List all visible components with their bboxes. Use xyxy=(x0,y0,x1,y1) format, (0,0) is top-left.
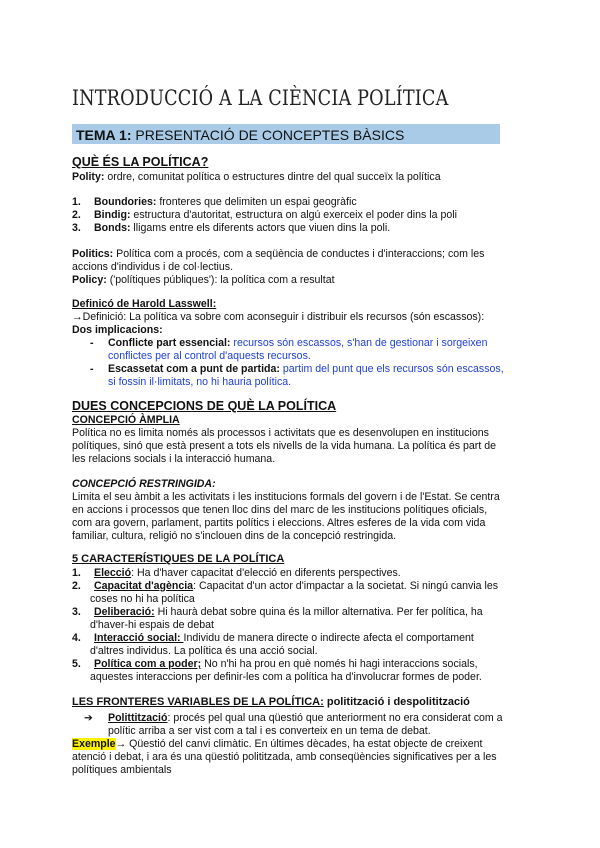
characteristic-term: Interacció social: xyxy=(94,632,184,644)
list-term: Bonds: xyxy=(94,222,131,234)
list-number: 1. xyxy=(72,196,81,208)
concepcio-amplia-heading: CONCEPCIÓ ÀMPLIA xyxy=(72,414,180,426)
list-item xyxy=(72,209,457,222)
list-number: 3. xyxy=(72,222,81,234)
polititzacio-text: : procés pel qual una qüestió que anteriorment no era considerat com a xyxy=(167,712,503,724)
politics-line-2: accions d'individus i de col·lectius. xyxy=(72,261,234,273)
politics-term: Politics: xyxy=(72,248,114,260)
characteristic-term: Política com a poder; xyxy=(94,658,202,670)
implication-text: recursos són escassos, s'han de gestionar i sorgeixen xyxy=(230,337,488,349)
characteristic-term: Deliberació: xyxy=(94,606,155,618)
paragraph-line: les relacions socials i la interacció humana. xyxy=(72,453,276,465)
list-text: fronteres que delimiten un espai geogràfic xyxy=(156,196,357,208)
policy-term: Policy: xyxy=(72,274,107,286)
document-title: INTRODUCCIÓ A LA CIÈNCIA POLÍTICA xyxy=(72,86,449,110)
characteristic-text: No n'hi ha prou en què només hi hagi interaccions socials, xyxy=(201,658,478,670)
list-number: 5. xyxy=(72,658,81,670)
list-number: 3. xyxy=(72,606,81,618)
fronteres-heading-main: LES FRONTERES VARIABLES DE LA POLÍTICA: xyxy=(72,696,324,708)
list-number: 2. xyxy=(72,580,81,592)
policy-line xyxy=(72,274,335,287)
concepcio-restringida-heading: CONCEPCIÓ RESTRINGIDA: xyxy=(72,478,216,490)
polititzacio-item xyxy=(84,712,503,725)
politics-text: Política com a procés, com a seqüència de conductes i d'interaccions; com les xyxy=(113,248,485,260)
implication-text: partim del punt que els recursos són escassos, xyxy=(279,363,504,375)
exemple-label: Exemple xyxy=(72,738,116,750)
polity-line xyxy=(72,171,441,184)
polity-term: Polity: xyxy=(72,171,105,183)
implication-term: Conflicte part essencial: xyxy=(108,337,231,349)
fronteres-heading xyxy=(72,696,470,709)
implication-item xyxy=(90,337,487,350)
implication-item xyxy=(90,363,504,376)
tema-label: TEMA 1: xyxy=(76,127,132,143)
list-term: Bindig: xyxy=(94,209,131,221)
exemple-text: → Qüestió del canvi climàtic. En últimes dècades, ha estat objecte de creixent xyxy=(115,738,483,750)
exemple-line-2: atenció i debat, i ara és una qüestió polititzada, amb conseqüències significatives per a les xyxy=(72,751,497,763)
section-heading-que-es: QUÈ ÉS LA POLÍTICA? xyxy=(72,155,209,169)
paragraph-line: com ara govern, parlament, partits polítics i eleccions. Altres esferes de la vida com vida xyxy=(72,517,486,529)
characteristic-text: Hi haurà debat sobre quina és la millor alternativa. Per fer política, ha xyxy=(154,606,483,618)
tema-heading xyxy=(76,127,404,143)
list-number: 2. xyxy=(72,209,81,221)
paragraph-line: familiar, cultura, religió no s'inclouen dins de la concepció restringida. xyxy=(72,530,397,542)
implication-term: Escassetat com a punt de partida: xyxy=(108,363,280,375)
list-number: 4. xyxy=(72,632,81,644)
list-item xyxy=(72,222,390,235)
characteristic-item xyxy=(72,567,401,580)
paragraph-line: en accions i processos que tenen lloc dins del marc de les institucions polítiques oficials, xyxy=(72,504,488,516)
characteristic-text-cont: d'altres individus. La política és una acció social. xyxy=(90,645,318,657)
polity-text: ordre, comunitat política o estructures dintre del qual succeïx la política xyxy=(104,171,441,183)
paragraph-line: polítiques, sinó que està present a tots els nivells de la vida humana. La política és part de xyxy=(72,440,497,452)
characteristic-term: Capacitat d'agència xyxy=(94,580,194,592)
implication-text-cont: conflictes per al control d'aquests recursos. xyxy=(108,350,311,362)
polititzacio-text-cont: polític arriba a ser vist com a tal i es converteix en un tema de debat. xyxy=(108,725,431,737)
list-text: estructura d'autoritat, estructura on algú exerceix el poder dins la poli xyxy=(130,209,457,221)
implication-text-cont: si fossin il·limitats, no hi hauria política. xyxy=(108,376,292,388)
characteristic-term: Elecció xyxy=(94,567,132,579)
paragraph-line: Política no es limita només als processos i activitats que es desenvolupen en institucions xyxy=(72,427,489,439)
polititzacio-term: Polittització xyxy=(108,712,168,724)
characteristic-text: : Ha d'haver capacitat d'elecció en diferents perspectives. xyxy=(131,567,401,579)
exemple-line-3: polítiques ambientals xyxy=(72,764,172,776)
characteristic-text: Individu de manera directe o indirecte afecta el comportament xyxy=(183,632,474,644)
exemple-line-1 xyxy=(72,738,482,751)
bullet-dash: - xyxy=(90,363,94,375)
policy-text: ('polítiques públiques'): la política com a resultat xyxy=(106,274,335,286)
paragraph-line: Limita el seu àmbit a les activitats i les institucions formals del govern i de l'Estat. Se centra xyxy=(72,491,500,503)
arrow-icon: ➔ xyxy=(84,712,93,724)
characteristic-text-cont: aquestes interaccions per definir-les com a política ha d'involucrar formes de poder. xyxy=(90,671,482,683)
list-text: lligams entre els diferents actors que viuen dins la poli. xyxy=(130,222,391,234)
characteristic-item xyxy=(72,606,483,619)
characteristic-text-cont: coses no hi ha política xyxy=(90,593,195,605)
section-heading-caracteristiques: 5 CARACTERÍSTIQUES DE LA POLÍTICA xyxy=(72,553,285,565)
lasswell-heading: Definicó de Harold Lasswell: xyxy=(72,298,217,310)
list-term: Boundories: xyxy=(94,196,157,208)
fronteres-heading-rest: politització i despolitització xyxy=(323,696,470,708)
tema-title: PRESENTACIÓ DE CONCEPTES BÀSICS xyxy=(131,127,405,143)
bullet-dash: - xyxy=(90,337,94,349)
section-heading-dues-concepcions: DUES CONCEPCIONS DE QUÈ LA POLÍTICA xyxy=(72,399,337,413)
characteristic-item xyxy=(72,580,498,593)
characteristic-item xyxy=(72,632,474,645)
politics-line-1 xyxy=(72,248,484,261)
lasswell-definition: →Definició: La política va sobre com aconseguir i distribuir els recursos (són escassos): xyxy=(72,311,485,323)
implications-label: Dos implicacions: xyxy=(72,324,163,336)
list-number: 1. xyxy=(72,567,81,579)
characteristic-text: : Capacitat d'un actor d'impactar a la societat. Si ningú canvia les xyxy=(193,580,499,592)
list-item xyxy=(72,196,357,209)
characteristic-item xyxy=(72,658,478,671)
characteristic-text-cont: d'haver-hi espais de debat xyxy=(90,619,214,631)
